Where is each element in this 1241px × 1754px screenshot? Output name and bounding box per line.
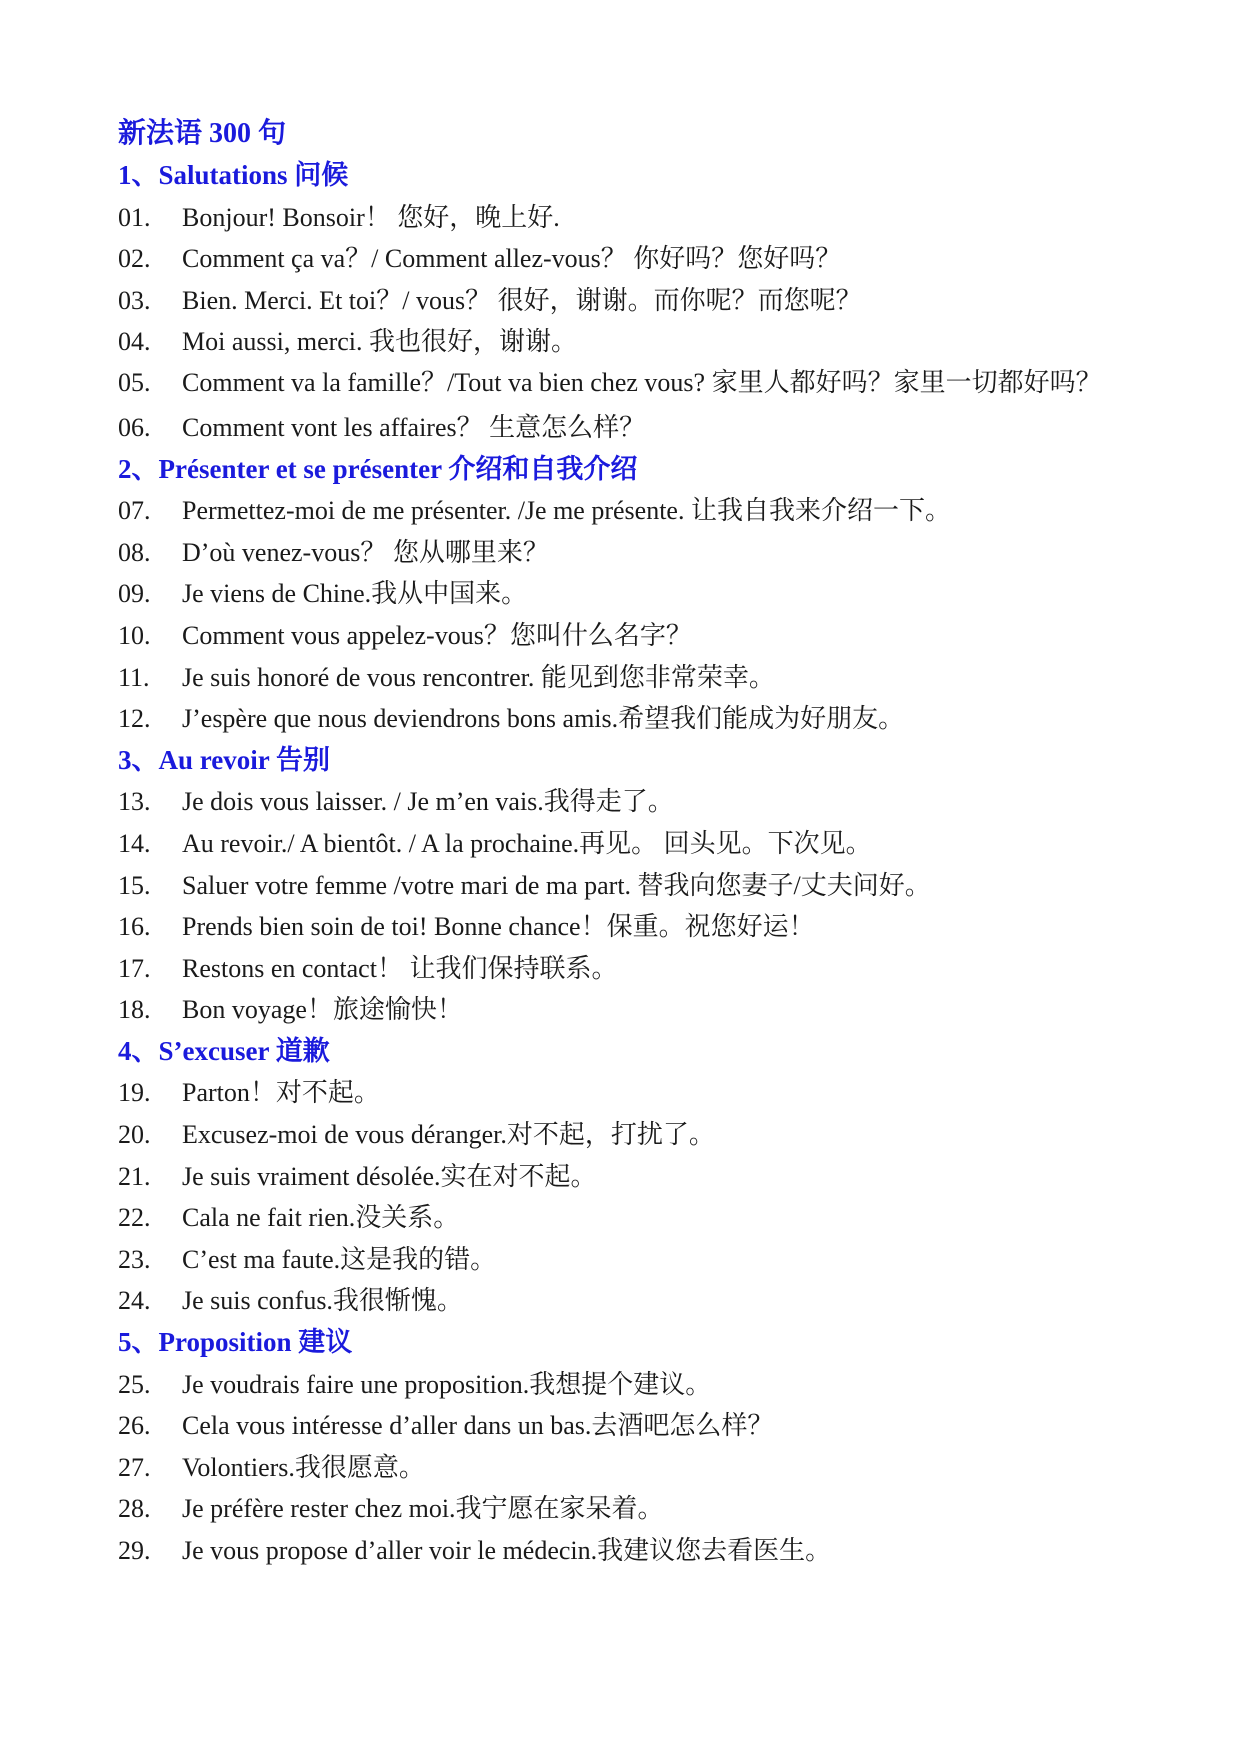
section-heading: 5、Proposition 建议 — [118, 1327, 353, 1358]
phrase-entry — [118, 573, 1128, 615]
phrase-number: 13. — [118, 787, 151, 817]
phrase-text: Je viens de Chine.我从中国来。 — [182, 579, 528, 609]
phrase-number: 11. — [118, 662, 150, 692]
phrase-text: Je suis vraiment désolée.实在对不起。 — [182, 1161, 597, 1191]
phrase-number: 08. — [118, 537, 151, 567]
phrase-number: 16. — [118, 912, 151, 942]
phrase-number: 07. — [118, 496, 151, 526]
phrase-entry — [118, 1239, 1128, 1281]
phrase-text: Comment va la famille？/Tout va bien chez vous? 家里人都好吗？家里一切都好吗？ — [182, 367, 1102, 397]
phrase-entry — [118, 1364, 1128, 1406]
phrase-entry — [118, 1072, 1128, 1114]
phrase-text: Comment vont les affaires？ 生意怎么样？ — [182, 412, 646, 442]
phrase-text: D’où venez-vous？ 您从哪里来？ — [182, 537, 549, 567]
phrase-number: 27. — [118, 1452, 151, 1482]
phrase-number: 20. — [118, 1120, 151, 1150]
phrase-entry — [118, 363, 1128, 403]
phrase-entry — [118, 490, 1128, 532]
phrase-text: J’espère que nous deviendrons bons amis.希望我们能成为好朋友。 — [182, 704, 905, 734]
phrase-entry — [118, 1447, 1128, 1489]
phrase-text: Je vous propose d’aller voir le médecin.我建议您去看医生。 — [182, 1536, 832, 1565]
phrase-text: Moi aussi, merci. 我也很好，谢谢。 — [182, 327, 578, 357]
phrase-entry — [118, 1156, 1128, 1198]
phrase-text: Au revoir./ A bientôt. / A la prochaine.再见。 回头见。下次见。 — [182, 828, 872, 858]
phrase-text: Bonjour! Bonsoir！ 您好，晚上好. — [182, 202, 560, 232]
phrase-entry — [118, 698, 1128, 740]
phrase-text: Excusez-moi de vous déranger.对不起，打扰了。 — [182, 1120, 715, 1150]
phrase-number: 15. — [118, 870, 151, 900]
phrase-text: Bon voyage！旅途愉快！ — [182, 995, 463, 1025]
phrase-entry — [118, 1405, 1128, 1447]
phrase-text: Je suis honoré de vous rencontrer. 能见到您非常荣幸。 — [182, 662, 775, 692]
phrase-number: 24. — [118, 1286, 151, 1316]
section-heading: 2、Présenter et se présenter 介绍和自我介绍 — [118, 453, 638, 484]
phrase-number: 29. — [118, 1536, 151, 1565]
phrase-entry — [118, 865, 1128, 907]
phrase-entry — [118, 823, 1128, 865]
phrase-number: 18. — [118, 995, 151, 1025]
phrase-number: 19. — [118, 1078, 151, 1108]
phrase-number: 10. — [118, 620, 151, 650]
phrase-number: 01. — [118, 202, 151, 232]
phrase-text: Cela vous intéresse d’aller dans un bas.去酒吧怎么样？ — [182, 1411, 774, 1441]
section-heading: 1、Salutations 问候 — [118, 160, 349, 190]
section-heading: 3、Au revoir 告别 — [118, 744, 330, 775]
phrase-number: 12. — [118, 704, 151, 734]
phrase-number: 03. — [118, 285, 151, 315]
phrase-text: Prends bien soin de toi! Bonne chance！保重。祝您好运！ — [182, 912, 815, 942]
phrase-number: 06. — [118, 412, 151, 442]
phrase-entry — [118, 1280, 1128, 1322]
phrase-text: Saluer votre femme /votre mari de ma part. 替我向您妻子/丈夫问好。 — [182, 870, 931, 900]
phrase-text: Je dois vous laisser. / Je m’en vais.我得走了。 — [182, 787, 674, 817]
phrase-text: Volontiers.我很愿意。 — [182, 1452, 425, 1482]
phrase-text: Je suis confus.我很惭愧。 — [182, 1286, 463, 1316]
phrase-text: C’est ma faute.这是我的错。 — [182, 1244, 497, 1274]
phrase-number: 17. — [118, 953, 151, 983]
document-page — [118, 113, 1128, 1572]
phrase-text: Cala ne fait rien.没关系。 — [182, 1203, 460, 1233]
phrase-entry — [118, 1488, 1128, 1530]
phrase-entry — [118, 197, 1128, 239]
section-heading: 4、S’excuser 道歉 — [118, 1035, 330, 1066]
phrase-text: Permettez-moi de me présenter. /Je me présente. 让我自我来介绍一下。 — [182, 496, 951, 526]
phrase-entry — [118, 657, 1128, 699]
phrase-entry — [118, 615, 1128, 657]
phrase-entry — [118, 280, 1128, 322]
phrase-entry — [118, 238, 1128, 280]
phrase-number: 14. — [118, 828, 151, 858]
phrase-entry — [118, 1197, 1128, 1239]
phrase-number: 22. — [118, 1203, 151, 1233]
phrase-number: 05. — [118, 367, 151, 397]
phrase-number: 04. — [118, 327, 151, 357]
phrase-number: 02. — [118, 244, 151, 274]
phrase-entry — [118, 781, 1128, 823]
phrase-text: Parton！对不起。 — [182, 1078, 380, 1108]
phrase-number: 28. — [118, 1494, 151, 1524]
phrase-text: Comment ça va？/ Comment allez-vous？ 你好吗？您好吗？ — [182, 244, 842, 274]
phrase-entry — [118, 1530, 1128, 1572]
phrase-text: Comment vous appelez-vous？您叫什么名字？ — [182, 620, 692, 650]
phrase-number: 26. — [118, 1411, 151, 1441]
phrase-entry — [118, 321, 1128, 363]
phrase-number: 09. — [118, 579, 151, 609]
phrase-number: 21. — [118, 1161, 151, 1191]
phrase-entry — [118, 948, 1128, 990]
phrase-entry — [118, 407, 1128, 449]
phrase-entry — [118, 906, 1128, 948]
phrase-number: 23. — [118, 1244, 151, 1274]
sections-container — [118, 155, 1128, 1572]
phrase-number: 25. — [118, 1369, 151, 1399]
phrase-entry — [118, 532, 1128, 574]
phrase-text: Je voudrais faire une proposition.我想提个建议。 — [182, 1369, 712, 1399]
phrase-text: Je préfère rester chez moi.我宁愿在家呆着。 — [182, 1494, 664, 1524]
document-title: 新法语 300 句 — [118, 118, 287, 149]
phrase-entry — [118, 1114, 1128, 1156]
phrase-entry — [118, 989, 1128, 1031]
phrase-text: Bien. Merci. Et toi？/ vous？ 很好，谢谢。而你呢？而您呢？ — [182, 285, 862, 315]
phrase-text: Restons en contact！ 让我们保持联系。 — [182, 953, 618, 983]
